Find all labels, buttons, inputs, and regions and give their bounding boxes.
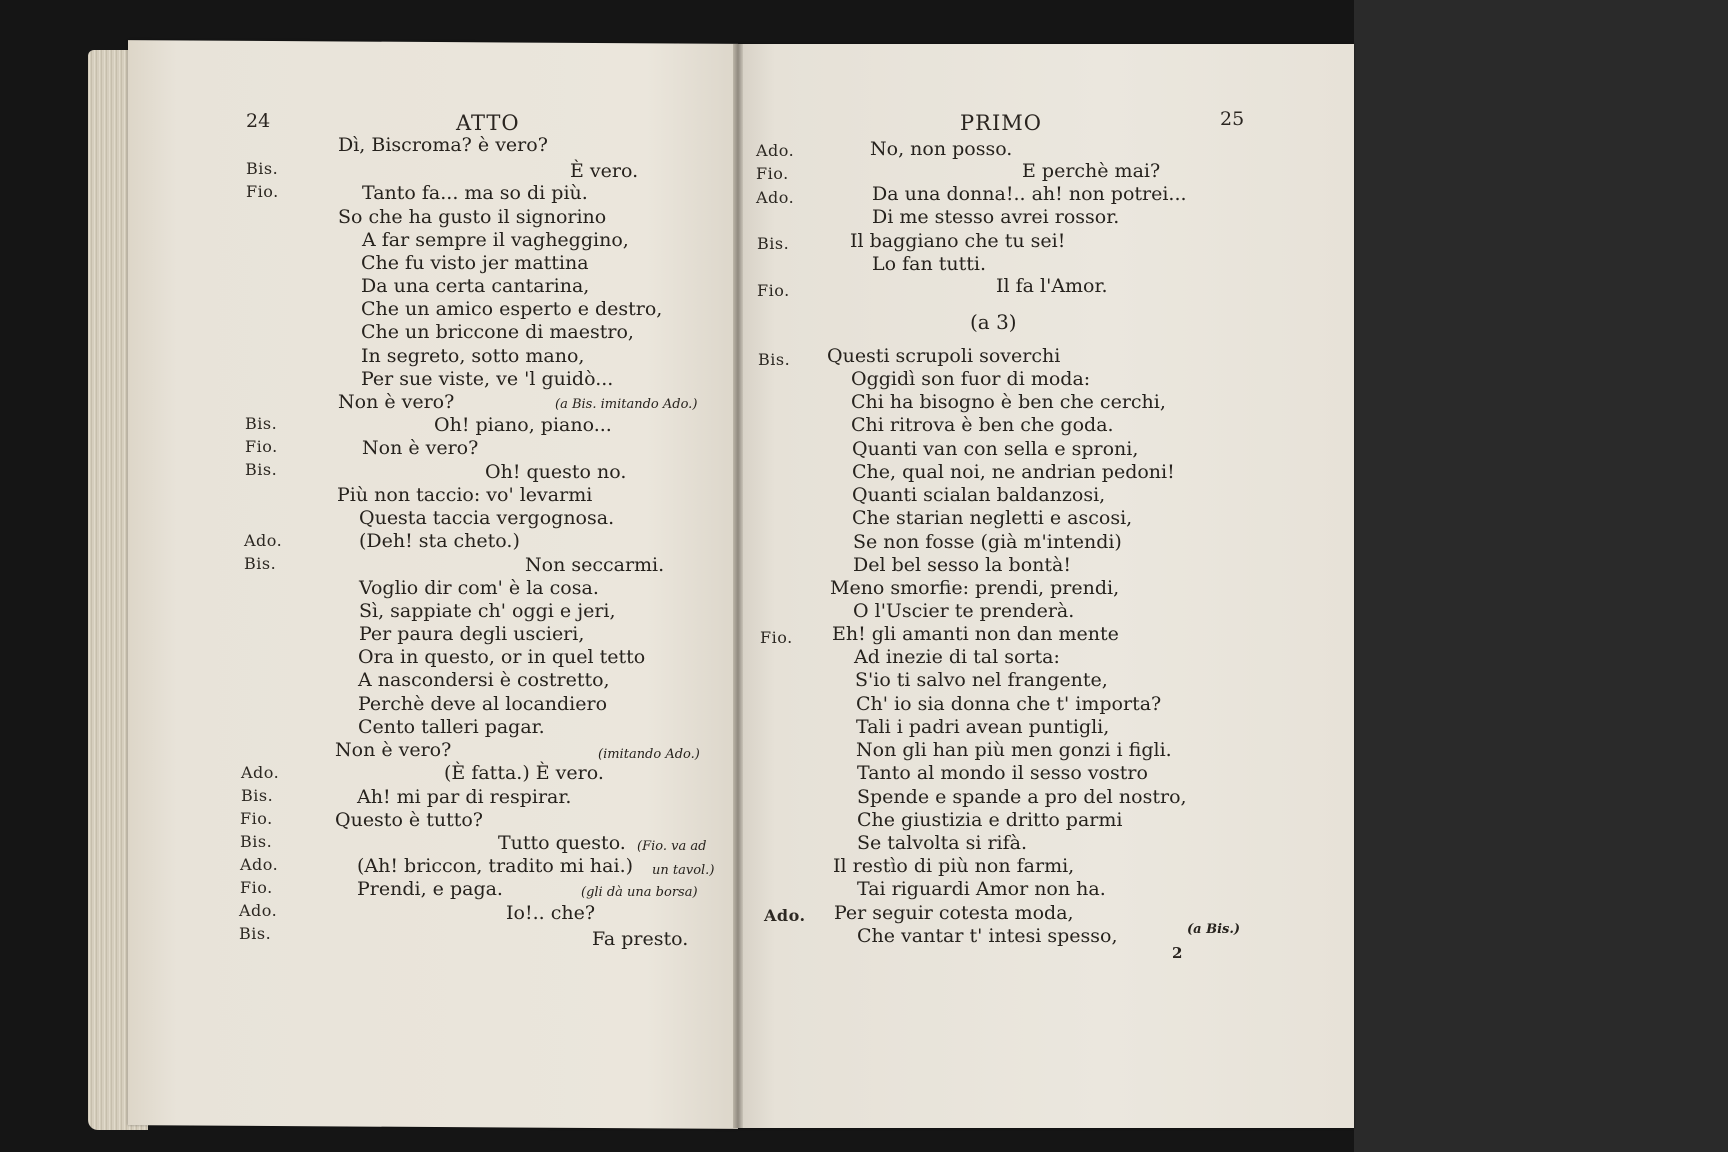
speaker-label: Bis. xyxy=(246,159,279,178)
verse-line: Per sue viste, ve 'l guidò... xyxy=(361,368,614,390)
verse-line: Che un briccone di maestro, xyxy=(361,321,634,343)
verse-line: O l'Uscier te prenderà. xyxy=(853,600,1075,622)
verse-line: Non è vero? xyxy=(338,391,455,413)
verse-line: Dì, Biscroma? è vero? xyxy=(338,134,548,156)
verse-line: Che un amico esperto e destro, xyxy=(361,298,663,320)
verse-line: Che starian negletti e ascosi, xyxy=(852,507,1133,529)
verse-line: Non è vero? xyxy=(362,437,479,459)
verse-line: Chi ritrova è ben che goda. xyxy=(851,414,1114,436)
verse-line: Per paura degli uscieri, xyxy=(359,623,585,645)
background-right xyxy=(1354,0,1728,1152)
stage-direction: un tavol.) xyxy=(652,863,715,878)
verse-line: Che vantar t' intesi spesso, xyxy=(857,925,1118,947)
verse-line: Fa presto. xyxy=(592,928,689,950)
verse-line: Tanto fa... ma so di più. xyxy=(362,182,588,204)
verse-line: Di me stesso avrei rossor. xyxy=(872,206,1120,228)
verse-line: Questi scrupoli soverchi xyxy=(827,345,1061,367)
verse-line: Da una certa cantarina, xyxy=(361,275,590,297)
speaker-label: Ado. xyxy=(756,141,795,160)
verse-line: Non seccarmi. xyxy=(525,554,665,576)
verse-line: Se non fosse (già m'intendi) xyxy=(853,531,1122,553)
verse-line: Non è vero? xyxy=(335,739,452,761)
speaker-label: Fio. xyxy=(240,878,273,897)
verse-line: So che ha gusto il signorino xyxy=(338,206,607,228)
verse-line: Per seguir cotesta moda, xyxy=(834,902,1074,924)
verse-line: Chi ha bisogno è ben che cerchi, xyxy=(851,391,1166,413)
verse-line: Il restìo di più non farmi, xyxy=(833,855,1075,877)
verse-line: E perchè mai? xyxy=(1022,160,1161,182)
speaker-label: Bis. xyxy=(758,350,791,369)
left-running-head: ATTO xyxy=(456,111,520,135)
verse-line: (Ah! briccon, tradito mi hai.) xyxy=(357,855,634,877)
verse-line: Perchè deve al locandiero xyxy=(358,693,608,715)
speaker-label: Ado. xyxy=(241,763,280,782)
verse-line: Spende e spande a pro del nostro, xyxy=(857,786,1187,808)
verse-line: Questo è tutto? xyxy=(335,809,483,831)
right-running-head: PRIMO xyxy=(960,111,1042,135)
verse-line: Che fu visto jer mattina xyxy=(361,252,589,274)
verse-line: No, non posso. xyxy=(870,138,1013,160)
verse-line: Che giustizia e dritto parmi xyxy=(857,809,1123,831)
speaker-label: Fio. xyxy=(760,628,793,647)
verse-line: Tai riguardi Amor non ha. xyxy=(857,878,1106,900)
verse-line: Ah! mi par di respirar. xyxy=(357,786,572,808)
verse-line: Il baggiano che tu sei! xyxy=(850,230,1066,252)
speaker-label: Bis. xyxy=(240,832,273,851)
speaker-label: Bis. xyxy=(239,924,272,943)
verse-line: Io!.. che? xyxy=(506,902,596,924)
speaker-label: Bis. xyxy=(245,414,278,433)
verse-line: Ch' io sia donna che t' importa? xyxy=(856,693,1162,715)
stage-direction: (imitando Ado.) xyxy=(598,747,700,762)
verse-line: Questa taccia vergognosa. xyxy=(359,507,615,529)
verse-line: Più non taccio: vo' levarmi xyxy=(337,484,593,506)
verse-line: Oh! questo no. xyxy=(485,461,627,483)
speaker-label: Fio. xyxy=(756,164,789,183)
verse-line: Da una donna!.. ah! non potrei... xyxy=(872,183,1187,205)
verse-line: Cento talleri pagar. xyxy=(358,716,545,738)
speaker-label: Ado. xyxy=(239,901,278,920)
verse-line: Ad inezie di tal sorta: xyxy=(854,646,1060,668)
speaker-label: Fio. xyxy=(246,182,279,201)
verse-line: Tali i padri avean puntigli, xyxy=(856,716,1110,738)
verse-line: Sì, sappiate ch' oggi e jeri, xyxy=(359,600,616,622)
signature-mark: 2 xyxy=(1172,944,1183,962)
verse-line: In segreto, sotto mano, xyxy=(361,345,585,367)
verse-line: (È fatta.) È vero. xyxy=(444,762,604,784)
verse-line: A nascondersi è costretto, xyxy=(358,669,610,691)
verse-line: Tutto questo. xyxy=(498,832,626,854)
speaker-label: Fio. xyxy=(757,281,790,300)
verse-line: È vero. xyxy=(570,160,639,182)
section-mark: (a 3) xyxy=(970,310,1017,334)
verse-line: Quanti scialan baldanzosi, xyxy=(852,484,1106,506)
gutter xyxy=(733,44,743,1128)
verse-line: Non gli han più men gonzi i figli. xyxy=(856,739,1172,761)
verse-line: Oh! piano, piano... xyxy=(434,414,612,436)
verse-line: A far sempre il vagheggino, xyxy=(362,229,629,251)
verse-line: Voglio dir com' è la cosa. xyxy=(359,577,599,599)
speaker-label: Ado. xyxy=(764,906,806,925)
verse-line: Tanto al mondo il sesso vostro xyxy=(857,762,1148,784)
speaker-label: Fio. xyxy=(245,437,278,456)
verse-line: Che, qual noi, ne andrian pedoni! xyxy=(852,461,1175,483)
speaker-label: Bis. xyxy=(241,786,274,805)
stage-direction: (Fio. va ad xyxy=(637,839,707,854)
verse-line: Del bel sesso la bontà! xyxy=(853,554,1071,576)
verse-line: Lo fan tutti. xyxy=(872,253,986,275)
verse-line: (Deh! sta cheto.) xyxy=(359,530,520,552)
left-page-number: 24 xyxy=(246,110,271,132)
stage-direction: (gli dà una borsa) xyxy=(581,885,698,900)
speaker-label: Ado. xyxy=(244,531,283,550)
speaker-label: Bis. xyxy=(757,234,790,253)
verse-line: Prendi, e paga. xyxy=(357,878,503,900)
speaker-label: Bis. xyxy=(244,554,277,573)
verse-line: Se talvolta si rifà. xyxy=(857,832,1028,854)
verse-line: Ora in questo, or in quel tetto xyxy=(358,646,646,668)
stage-direction: (a Bis. imitando Ado.) xyxy=(555,397,698,412)
verse-line: S'io ti salvo nel frangente, xyxy=(855,669,1108,691)
speaker-label: Ado. xyxy=(240,855,279,874)
verse-line: Eh! gli amanti non dan mente xyxy=(832,623,1119,645)
speaker-label: Ado. xyxy=(756,188,795,207)
right-page-number: 25 xyxy=(1220,108,1245,130)
stage-direction: (a Bis.) xyxy=(1187,922,1241,937)
verse-line: Il fa l'Amor. xyxy=(996,275,1108,297)
speaker-label: Fio. xyxy=(240,809,273,828)
verse-line: Meno smorfie: prendi, prendi, xyxy=(830,577,1120,599)
speaker-label: Bis. xyxy=(245,460,278,479)
verse-line: Oggidì son fuor di moda: xyxy=(851,368,1091,390)
verse-line: Quanti van con sella e sproni, xyxy=(852,438,1139,460)
